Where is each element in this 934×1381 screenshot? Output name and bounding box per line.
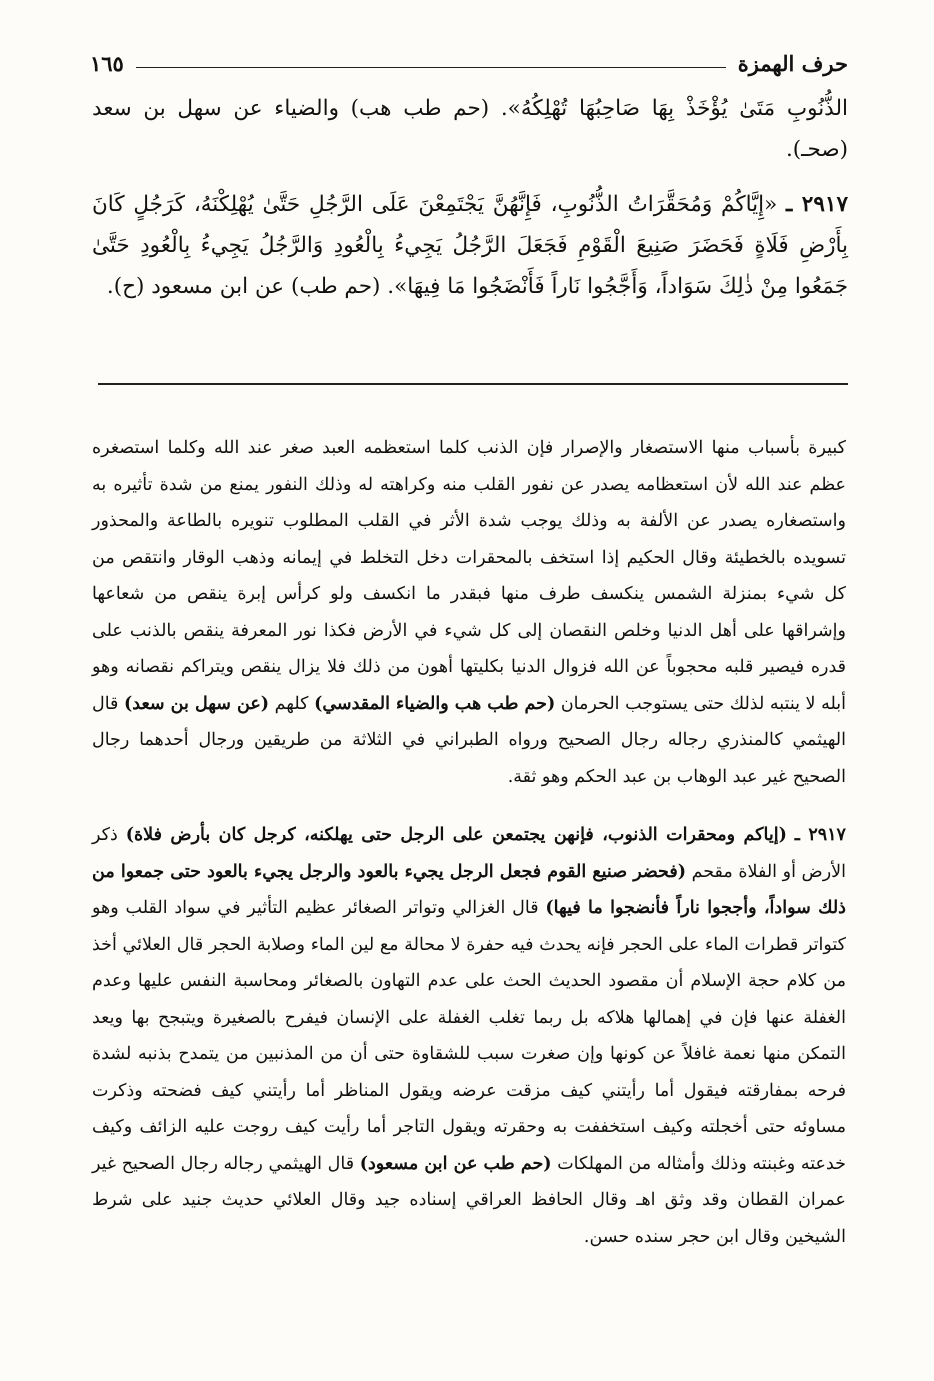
entry-text: «إِيَّاكُمْ وَمُحَقَّرَاتُ الذُّنُوبِ، فَإِنَّهُنَّ يَجْتَمِعْنَ عَلَى الرَّجُلِ حَتَّىٰ يُهْلِكْنَهُ، كَرَجُلٍ كَانَ بِأَرْضِ فَلَاةٍ فَحَضَرَ صَنِيعَ الْقَوْمِ فَجَعَلَ الرَّجُلُ يَجِيءُ بِالْعُودِ وَالرَّجُلُ يَجِيءُ بِالْعُودِ حَتَّىٰ جَمَعُوا مِنْ ذٰلِكَ سَوَاداً، وَأَجَّجُوا نَاراً فَأَنْضَجُوا مَا فِيهَا». xyxy=(92,192,848,299)
chapter-title: حرف الهمزة xyxy=(737,50,848,76)
commentary-bold-source: (عن سهل بن سعد) xyxy=(124,693,270,714)
commentary-bold-matn: (إياكم ومحقرات الذنوب، فإنهن يجتمعن على الرجل حتى يهلكنه، كرجل كان بأرض فلاة) xyxy=(125,825,787,845)
commentary-paragraph-2 xyxy=(92,817,846,1255)
continuation-source: (حم طب هب) والضياء عن سهل بن سعد (صحـ). xyxy=(92,96,848,162)
entry-source: (حم طب) عن ابن مسعود (ح). xyxy=(106,274,381,299)
commentary-text: كبيرة بأسباب منها الاستصغار والإصرار فإن الذنب كلما استعظمه العبد صغر عند الله وكلما استصغره عظم عند الله لأن استعظامه يصدر عن نفور القلب منه وكراهته له وذلك النفور يمنع من شدة تأثيره به واستصغاره يصدر عن الألفة به وذلك يوجب شدة الأثر في القلب المطلوب تنويره بالطاعة والمحذور تسويده بالخطيئة وقال الحكيم إذا استخف بالمحقرات دخل التخلط في إيمانه وذهب الوقار وانتقص من كل شيء بمنزلة الشمس ينكسف طرف منها فبقدر ما انكسف ولو كرأس إبرة ينقص من شعاعها وإشراقها على أهل الدنيا وخلص النقصان إلى كل شيء في الأرض فكذا نور المعرفة ينقص بالذنب على قدره فيصير قلبه محجوباً عن الله فزوال الدنيا بكليتها أهون من ذلك فلا يزال ينقص ويتراكم نقصانه وهو أبله لا ينتبه لذلك حتى يستوجب الحرمان xyxy=(92,438,846,714)
commentary-text: كلهم xyxy=(269,693,309,714)
commentary-text: ذكر الأرض أو الفلاة مقحم xyxy=(92,825,847,882)
page-header xyxy=(90,46,848,80)
footnote-separator xyxy=(98,383,848,385)
page-number: ١٦٥ xyxy=(90,50,124,76)
commentary-text: قال الغزالي وتواتر الصغائر عظيم التأثير في سواد القلب وهو كتواتر قطرات الماء على الحجر فإنه يحدث فيه حفرة لا محالة مع لين الماء وصلابة الحجر قال العلائي أخذ من كلام حجة الإسلام أن مقصود الحديث الحث على عدم التهاون بالصغائر ومحاسبة النفس عليها وعدم الغفلة عنها فإن في إهمالها هلاكه بل ربما تغلب الغفلة على الإنسان فيفرح بالصغيرة ويتبجح بها ويعد التمكن منها نعمة غافلاً عن كونها وإن صغرت سبب للشقاوة حتى أن من المذنبين من يتمدح بذنبه لشدة فرحه بمفارقته فيقول أما رأيتني كيف مزقت عرضه ويقول المناظر أما رأيتني كيف فضحته وذكرت مساوئه حتى أخجلته وكيف استخففت به وحقرته ويقول التاجر أما رأيت كيف روجت عليه الزائف وكيف خدعته وغبنته وذلك وأمثاله من المهلكات xyxy=(92,898,846,1174)
commentary-entry-number: ٢٩١٧ ـ xyxy=(794,825,846,845)
entry-number: ٢٩١٧ ـ xyxy=(786,192,848,217)
commentary-bold-source: (حم طب هب والضياء المقدسي) xyxy=(314,693,556,714)
header-rule xyxy=(136,67,726,68)
commentary xyxy=(92,430,846,1255)
hadith-text xyxy=(92,88,848,307)
commentary-text: قال الهيثمي كالمنذري رجاله رجال الصحيح ورواه الطبراني في الثلاثة من طريقين ورجال أحدهما رجال الصحيح غير عبد الوهاب بن عبد الحكم وهو ثقة. xyxy=(92,693,846,787)
continuation-paragraph xyxy=(92,88,848,170)
commentary-paragraph-1 xyxy=(92,430,846,795)
commentary-bold-source: (حم طب عن ابن مسعود) xyxy=(359,1153,552,1174)
hadith-entry xyxy=(92,184,848,307)
continuation-text: الذُّنُوبِ مَتَىٰ يُؤْخَذْ بِهَا صَاحِبُهَا تُهْلِكُهُ». xyxy=(489,96,848,121)
commentary-bold-matn: (فحضر صنيع القوم فجعل الرجل يجيء بالعود والرجل يجيء بالعود حتى جمعوا من ذلك سواداً، وأججوا ناراً فأنضجوا ما فيها) xyxy=(92,861,846,918)
commentary-text: قال الهيثمي رجاله رجال الصحيح غير عمران القطان وقد وثق اهـ وقال الحافظ العراقي إسناده جيد وقال العلائي حديث جنيد على شرط الشيخين وقال ابن حجر سنده حسن. xyxy=(92,1153,846,1247)
